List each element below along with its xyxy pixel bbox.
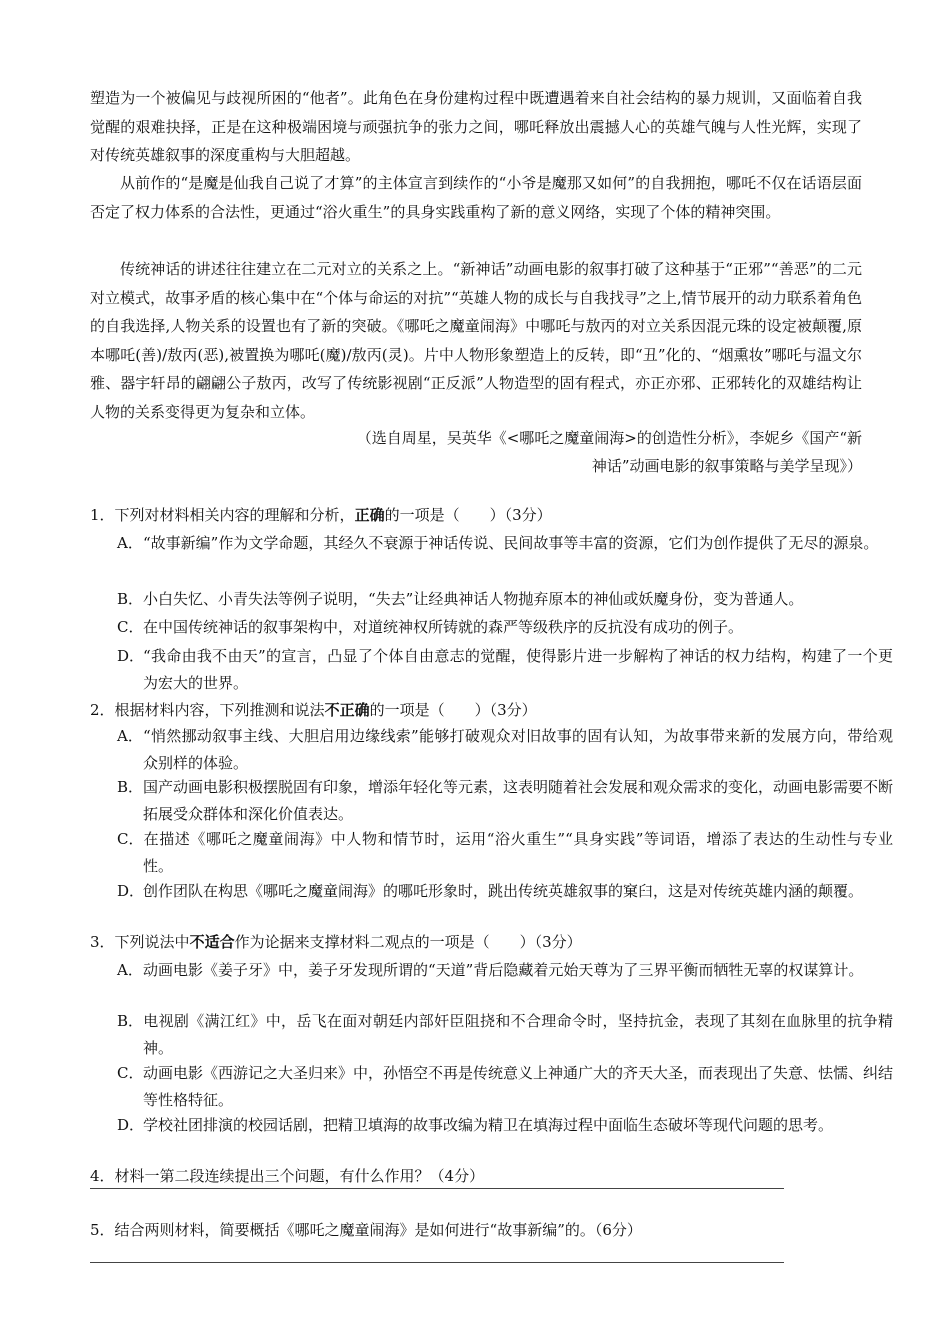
option-text: 国产动画电影积极摆脱固有印象，增添年轻化等元素，这表明随着社会发展和观众需求的变化，动画电影需要不断拓展受众群体和深化价值表达。: [143, 778, 894, 823]
option-text: 在中国传统神话的叙事架构中，对道统神权所铸就的森严等级秩序的反抗没有成功的例子。: [143, 618, 744, 636]
question-keyword: 正确: [354, 506, 385, 524]
material-paragraph-3: 传统神话的讲述往往建立在二元对立的关系之上。“新神话”动画电影的叙事打破了这种基于“正邪”“善恶”的二元对立模式，故事矛盾的核心集中在“个体与命运的对抗”“英雄人物的成长与自我找寻”之上,情节展开的动力联系着角色的自我选择,人物关系的设置也有了新的突破。《哪吒之魔童闹海》中哪吒与敖丙的对立关系因混元珠的设定被颠覆,原本哪吒(善)/敖丙(恶),被置换为哪吒(魔)/敖丙(灵)。片中人物形象塑造上的反转，即“丑”化的、“烟熏妆”哪吒与温文尔雅、器宇轩昂的翩翩公子敖丙，改写了传统影视剧“正反派”人物造型的固有程式，亦正亦邪、正邪转化的双雄结构让人物的关系变得更为复杂和立体。: [90, 260, 862, 421]
question-2: [90, 697, 880, 723]
question-stem-tail: 的一项是（ ）（3分）: [369, 701, 537, 719]
option-text: “我命由我不由天”的宣言，凸显了个体自由意志的觉醒，使得影片进一步解构了神话的权力结构，构建了一个更为宏大的世界。: [143, 647, 893, 692]
question-stem-tail: 的一项是（ ）（3分）: [384, 506, 552, 524]
question-stem-tail: 作为论据来支撑材料二观点的一项是（ ）（3分）: [234, 933, 582, 951]
question-1-option-c: [117, 614, 893, 641]
source-citation-line-2: 神话”动画电影的叙事策略与美学呈现》）: [591, 457, 862, 475]
question-number: 4．: [90, 1167, 115, 1185]
option-text: 动画电影《西游记之大圣归来》中，孙悟空不再是传统意义上神通广大的齐天大圣，而表现出了失意、怯懦、纠结等性格特征。: [143, 1064, 894, 1109]
option-text: 在描述《哪吒之魔童闹海》中人物和情节时，运用“浴火重生”“具身实践”等词语，增添了表达的生动性与专业性。: [143, 830, 893, 875]
option-label: C．: [117, 1064, 144, 1082]
question-stem: 结合两则材料，简要概括《哪吒之魔童闹海》是如何进行“故事新编”的。（6分）: [114, 1221, 642, 1239]
question-3: [90, 929, 880, 955]
question-keyword: 不正确: [324, 701, 370, 719]
source-citation-line-1: （选自周星，吴英华《<哪吒之魔童闹海>的创造性分析》，李妮乡《国产“新: [356, 429, 862, 447]
option-label: C．: [117, 830, 144, 848]
option-label: A．: [117, 534, 143, 552]
question-3-option-c: [117, 1060, 893, 1114]
question-stem: 下列对材料相关内容的理解和分析，: [114, 506, 355, 524]
question-2-option-d: [117, 878, 893, 905]
option-text: “故事新编”作为文学命题，其经久不衰源于神话传说、民间故事等丰富的资源，它们为创作提供了无尽的源泉。: [143, 534, 879, 552]
question-2-option-c: [117, 826, 893, 880]
material-paragraph-2: 从前作的“是魔是仙我自己说了才算”的主体宣言到续作的“小爷是魔那又如何”的自我拥抱，哪吒不仅在话语层面否定了权力体系的合法性，更通过“浴火重生”的具身实践重构了新的意义网络，实现了个体的精神突围。: [90, 174, 862, 221]
material-paragraph-1: 塑造为一个被偏见与歧视所困的“他者”。此角色在身份建构过程中既遭遇着来自社会结构的暴力规训，又面临着自我觉醒的艰难抉择，正是在这种极端困境与顽强抗争的张力之间，哪吒释放出震撼人心的英雄气魄与人性光辉，实现了对传统英雄叙事的深度重构与大胆超越。: [90, 89, 862, 164]
question-stem: 材料一第二段连续提出三个问题，有什么作用？（4分）: [114, 1167, 485, 1185]
option-text: “悄然挪动叙事主线、大胆启用边缘线索”能够打破观众对旧故事的固有认知，为故事带来新的发展方向，带给观众别样的体验。: [143, 727, 893, 772]
question-1: [90, 502, 880, 528]
option-label: D．: [117, 647, 145, 665]
question-1-option-d: [117, 643, 893, 697]
question-5: [90, 1217, 880, 1243]
question-2-option-a: [117, 723, 893, 777]
option-label: D．: [117, 1116, 145, 1134]
question-4: [90, 1163, 880, 1189]
option-text: 电视剧《满江红》中，岳飞在面对朝廷内部奸臣阻挠和不合理命令时，坚持抗金，表现了其刻在血脉里的抗争精神。: [143, 1012, 893, 1057]
question-number: 5．: [90, 1221, 115, 1239]
question-number: 1．: [90, 506, 115, 524]
question-stem: 根据材料内容，下列推测和说法: [114, 701, 325, 719]
option-label: C．: [117, 618, 144, 636]
question-stem: 下列说法中: [114, 933, 190, 951]
option-text: 小白失忆、小青失法等例子说明，“失去”让经典神话人物抛弃原本的神仙或妖魔身份，变为普通人。: [143, 590, 804, 608]
option-label: B．: [117, 1012, 144, 1030]
question-1-option-b: [117, 586, 893, 613]
option-label: B．: [117, 778, 144, 796]
question-2-option-b: [117, 774, 893, 828]
question-number: 2．: [90, 701, 115, 719]
option-label: D．: [117, 882, 145, 900]
option-text: 学校社团排演的校园话剧，把精卫填海的故事改编为精卫在填海过程中面临生态破坏等现代问题的思考。: [143, 1116, 834, 1134]
source-citation: [302, 424, 862, 480]
option-text: 创作团队在构思《哪吒之魔童闹海》的哪吒形象时，跳出传统英雄叙事的窠臼，这是对传统英雄内涵的颠覆。: [143, 882, 864, 900]
question-number: 3．: [90, 933, 115, 951]
option-label: B．: [117, 590, 144, 608]
question-1-option-a: [117, 530, 893, 557]
question-3-option-b: [117, 1008, 893, 1062]
answer-line-4[interactable]: [90, 1188, 784, 1189]
question-keyword: 不适合: [189, 933, 235, 951]
option-text: 动画电影《姜子牙》中，姜子牙发现所谓的“天道”背后隐藏着元始天尊为了三界平衡而牺牲无辜的权谋算计。: [143, 961, 864, 979]
answer-line-5[interactable]: [90, 1262, 784, 1263]
question-3-option-a: [117, 957, 893, 984]
question-3-option-d: [117, 1112, 893, 1139]
option-label: A．: [117, 961, 143, 979]
option-label: A．: [117, 727, 143, 745]
